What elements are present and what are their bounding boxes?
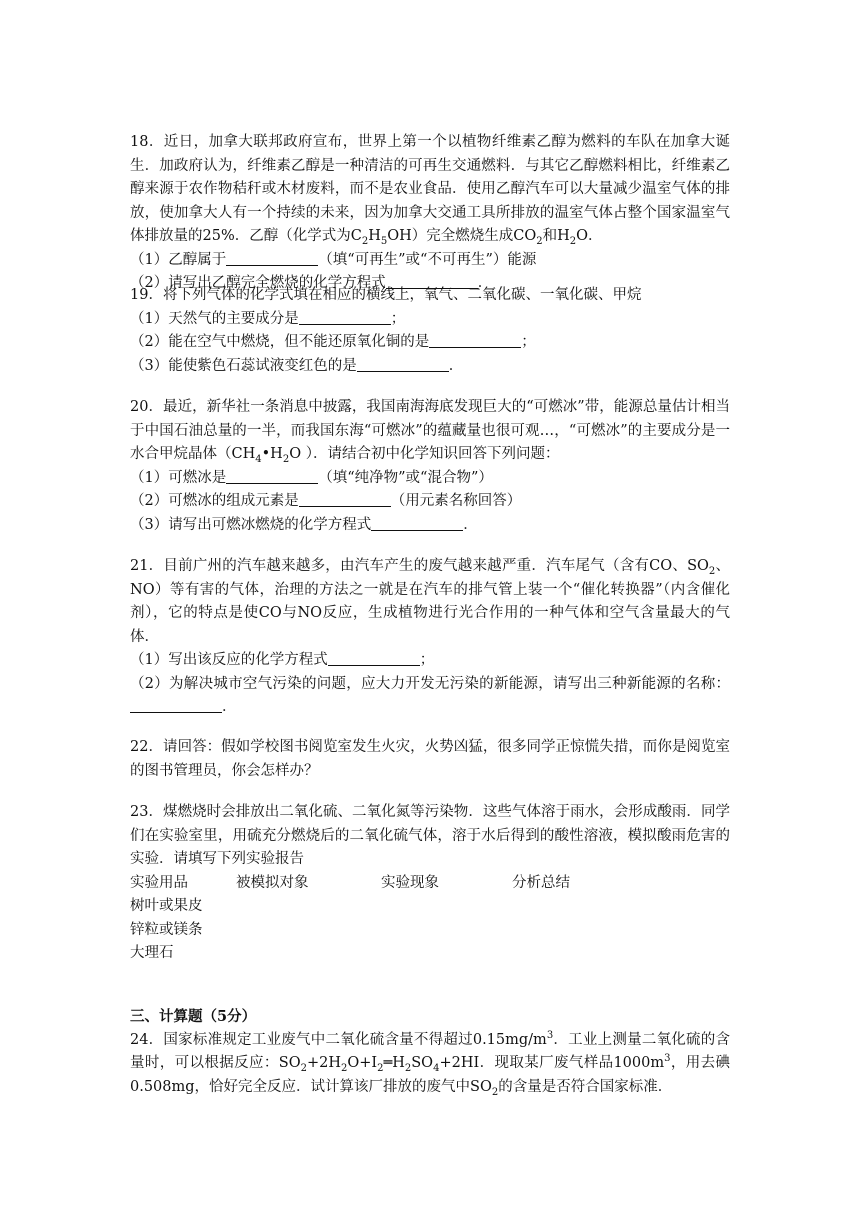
question-22-stem: 22．请回答：假如学校图书阅览室发生火灾，火势凶猛，很多同学正惊慌失措，而你是阅览室的图书管理员，你会怎样办？ <box>130 739 730 779</box>
question-21 <box>130 555 730 720</box>
table-header: 被模拟对象 <box>236 874 309 891</box>
table-cell: 树叶或果皮 <box>130 898 203 914</box>
question-18-stem: 18．近日，加拿大联邦政府宣布，世界上第一个以植物纤维素乙醇为燃料的车队在加拿大诞生．加政府认为，纤维素乙醇是一种清洁的可再生交通燃料．与其它乙醇燃料相比，纤维素乙醇来源于农作物秸秆或木材废料，而不是农业食品．使用乙醇汽车可以大量减少温室气体的排放，使加拿大人有一个持续的未来，因为加拿大交通工具所排放的温室气体占整个国家温室气体排放量的25%．乙醇（化学式为$C_2H_5OH$）完全燃烧生成$CO_2$和$H_2O$． <box>130 134 730 247</box>
table-cell: 锌粒或镁条 <box>130 921 203 938</box>
answer-blank[interactable] <box>357 356 449 372</box>
question-19-part-3: （3）能使紫色石蕊试液变红色的是 ． <box>130 357 464 374</box>
question-22 <box>130 736 730 783</box>
question-20 <box>130 396 730 537</box>
table-header: 实验用品 <box>130 874 188 891</box>
table-cell[interactable] <box>512 895 632 919</box>
question-19 <box>130 284 730 378</box>
question-20-part-1: （1）可燃冰是 （填“纯净物”或“混合物”） <box>130 469 493 486</box>
question-23 <box>130 801 730 966</box>
answer-blank[interactable] <box>299 491 391 507</box>
table-cell[interactable] <box>512 942 632 966</box>
question-24-stem: 24．国家标准规定工业废气中二氧化硫含量不得超过$0.15mg/m^3$．工业上测量二氧化硫的含量时，可以根据反应：$SO_2+2H_2O+I_2═H_2SO_4+2HI$．现取某厂废气样品$1000m^3$，用去碘0.508mg，恰好完全反应．试计算该厂排放的废气中$SO_2$的含量是否符合国家标准． <box>130 1029 731 1098</box>
question-21-stem: 21．目前广州的汽车越来越多，由汽车产生的废气越来越严重．汽车尾气（含有CO、$SO_2$、NO）等有害的气体，治理的方法之一就是在汽车的排气管上装一个“催化转换器”（内含催化剂），它的特点是使CO与NO反应，生成植物进行光合作用的一种气体和空气含量最大的气体． <box>130 558 730 645</box>
question-21-part-2: （2）为解决城市空气污染的问题，应大力开发无污染的新能源，请写出三种新能源的名称：． <box>130 675 730 715</box>
question-20-part-3: （3）请写出可燃冰燃烧的化学方程式 ． <box>130 516 478 533</box>
question-18-part-2: （2）请写出乙醇完全燃烧的化学方程式 ． <box>130 275 493 291</box>
table-cell[interactable] <box>236 919 381 943</box>
experiment-report-table <box>130 872 632 966</box>
table-cell[interactable] <box>381 919 512 943</box>
question-19-part-2: （2）能在空气中燃烧，但不能还原氧化铜的是 ； <box>130 334 536 350</box>
answer-blank[interactable] <box>226 468 318 484</box>
table-cell[interactable] <box>381 942 512 966</box>
question-21-part-1: （1）写出该反应的化学方程式 ； <box>130 652 435 668</box>
question-19-part-1: （1）天然气的主要成分是 ； <box>130 310 406 327</box>
question-18 <box>130 131 730 296</box>
table-cell[interactable] <box>236 895 381 919</box>
section-3 <box>130 1005 730 1099</box>
question-23-stem: 23．煤燃烧时会排放出二氧化硫、二氧化氮等污染物．这些气体溶于雨水，会形成酸雨．同学们在实验室里，用硫充分燃烧后的二氧化硫气体，溶于水后得到的酸性溶液，模拟酸雨危害的实验．请填写下列实验报告 <box>130 804 730 867</box>
table-row <box>130 919 632 943</box>
question-19-stem: 19．将下列气体的化学式填在相应的横线上，氧气、二氧化碳、一氧化碳、甲烷 <box>130 287 642 303</box>
table-header: 实验现象 <box>381 874 439 891</box>
table-cell[interactable] <box>236 942 381 966</box>
answer-blank[interactable] <box>328 650 420 666</box>
answer-blank[interactable] <box>299 309 391 325</box>
table-cell[interactable] <box>381 895 512 919</box>
table-header-row <box>130 872 632 896</box>
table-cell: 大理石 <box>130 945 174 961</box>
table-cell[interactable] <box>512 919 632 943</box>
table-header: 分析总结 <box>512 874 570 891</box>
answer-blank[interactable] <box>371 515 463 531</box>
answer-blank[interactable] <box>226 250 318 266</box>
question-20-stem: 20．最近，新华社一条消息中披露，我国南海海底发现巨大的“可燃冰”带，能源总量估计相当于中国石油总量的一半，而我国东海“可燃冰”的蕴藏量也很可观…，“可燃冰”的主要成分是一水合甲烷晶体（$CH_4•H_2O$ ）．请结合初中化学知识回答下列问题： <box>130 399 730 465</box>
table-row <box>130 942 632 966</box>
answer-blank[interactable] <box>429 332 521 348</box>
question-18-part-1: （1）乙醇属于 （填“可再生”或“不可再生”）能源 <box>130 251 537 268</box>
question-20-part-2: （2）可燃冰的组成元素是 （用元素名称回答） <box>130 493 522 509</box>
section-title: 三、计算题（5分） <box>130 1008 257 1025</box>
answer-blank[interactable] <box>130 697 222 713</box>
table-row <box>130 895 632 919</box>
